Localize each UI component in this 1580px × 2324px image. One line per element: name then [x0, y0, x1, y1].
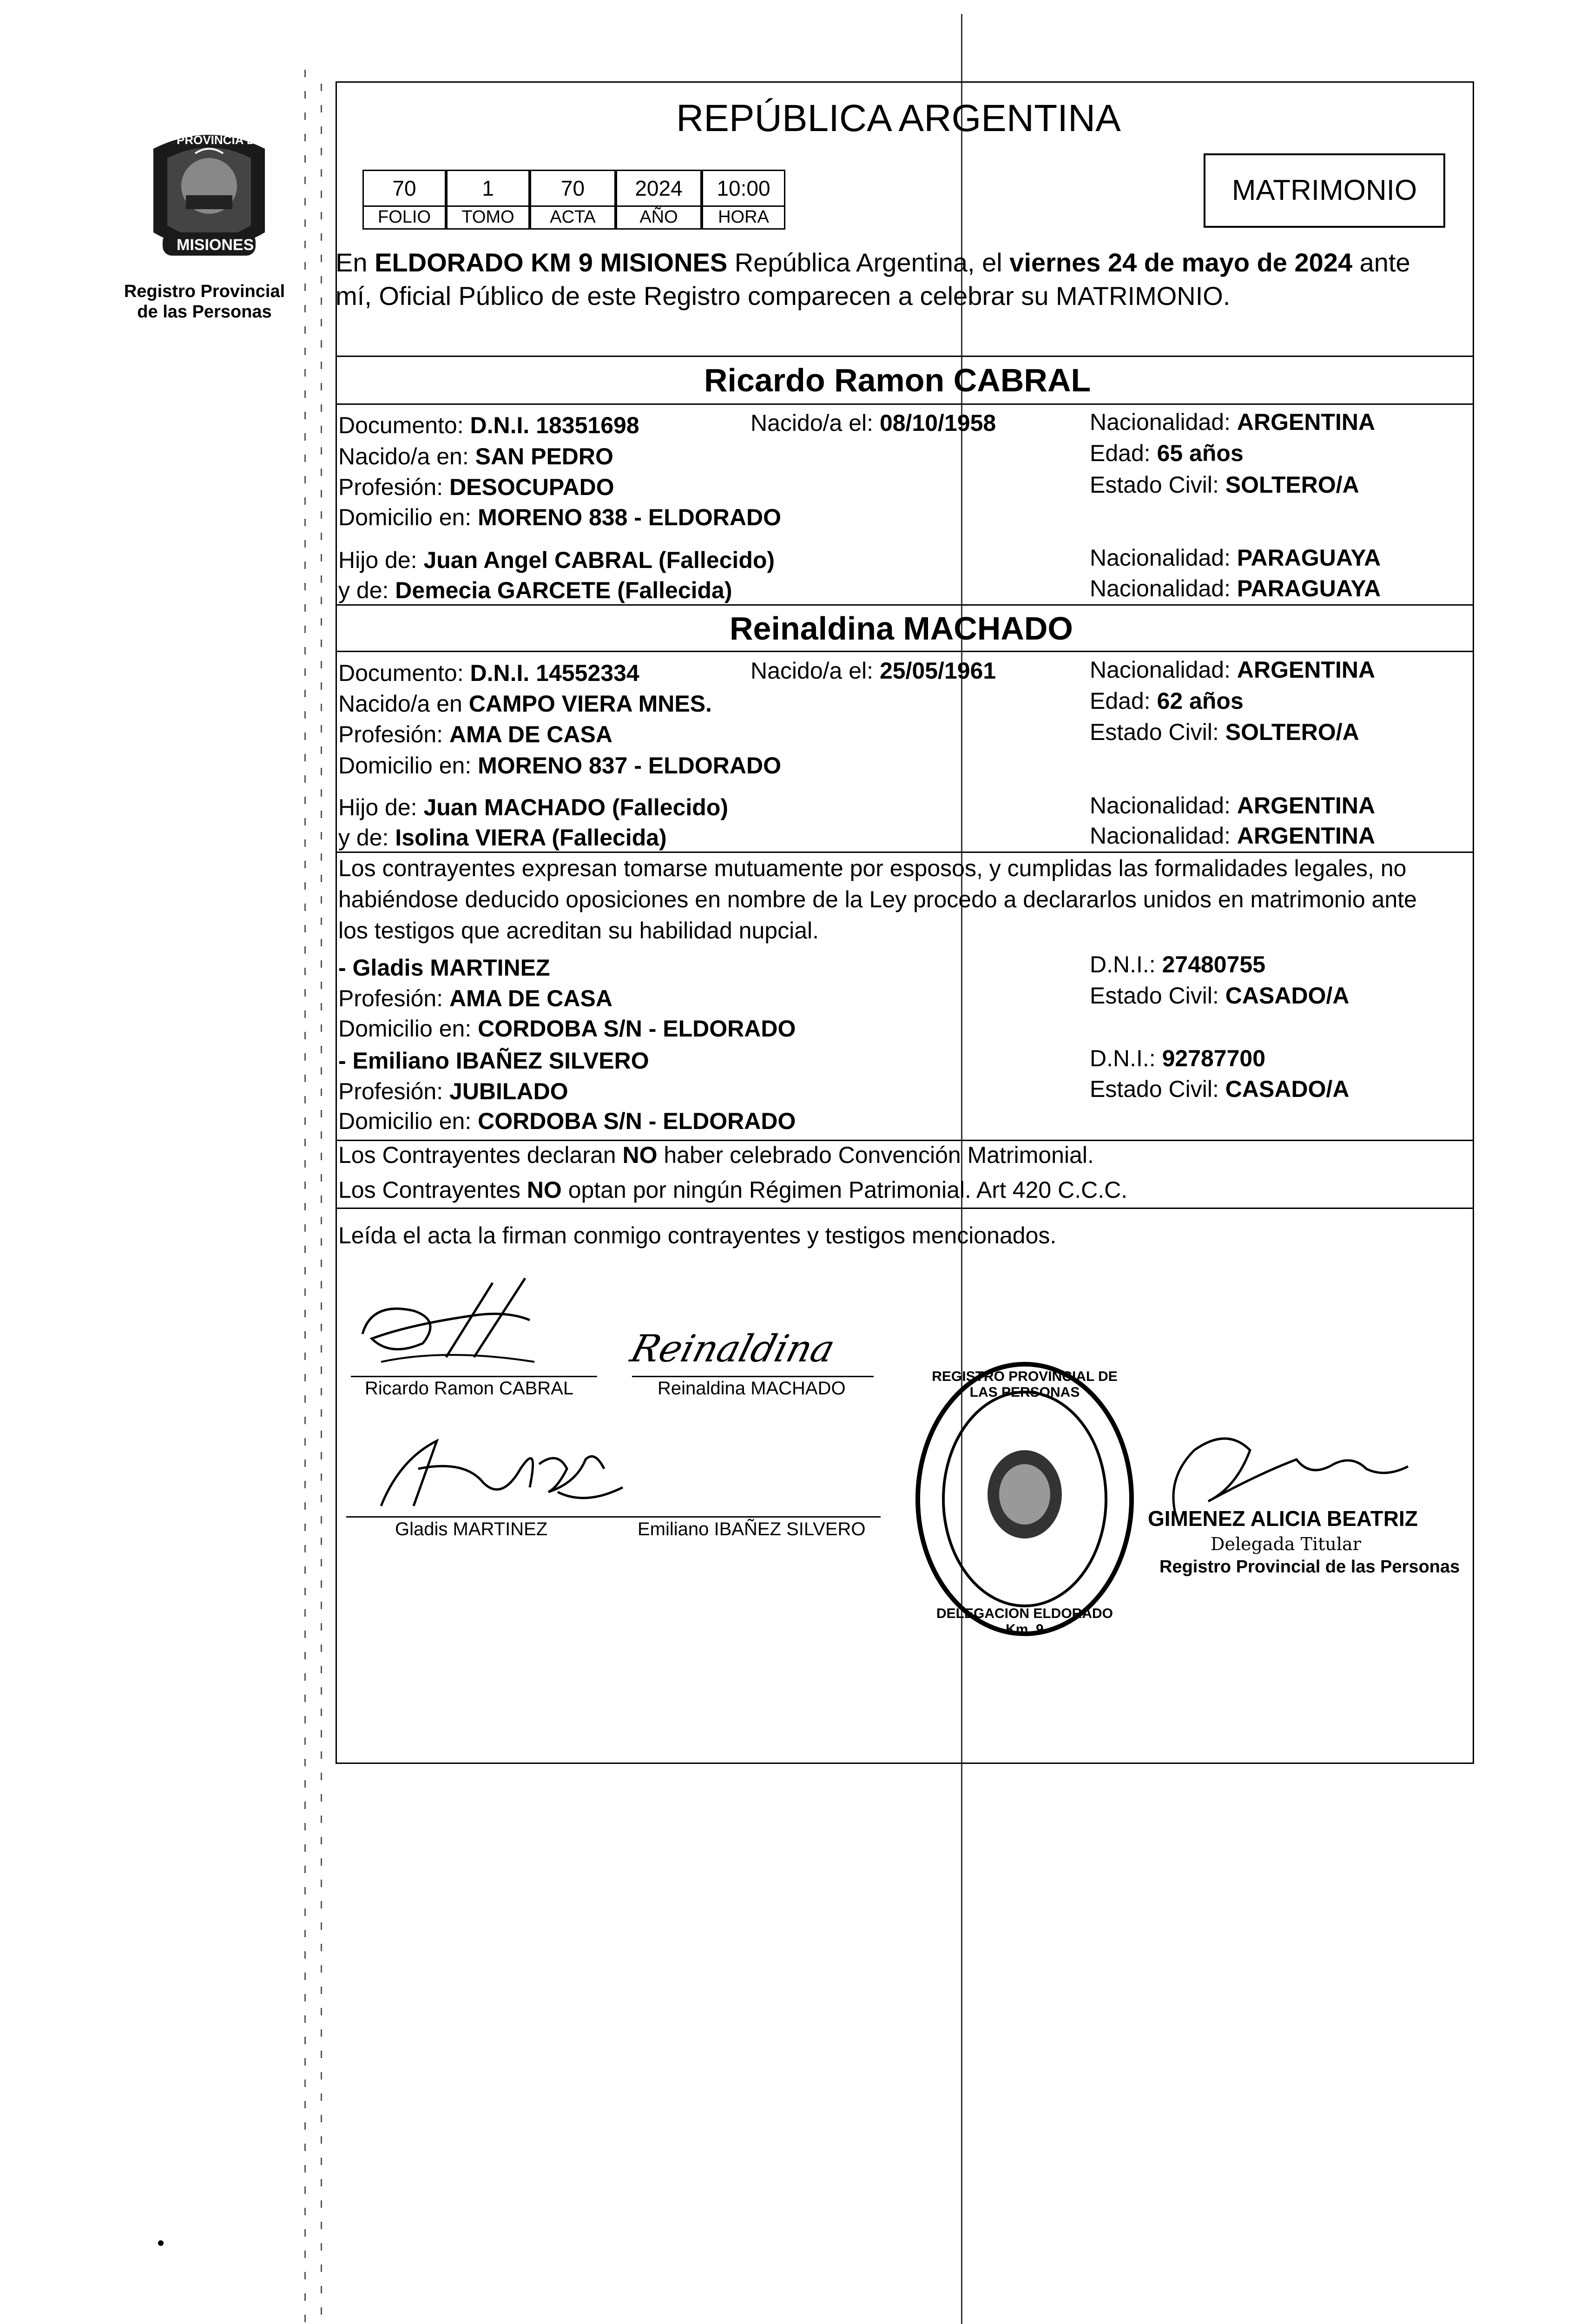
divider-1 — [336, 356, 1474, 357]
value: AMA DE CASA — [449, 721, 612, 747]
field-label-año: AÑO — [616, 205, 702, 230]
value: SOLTERO/A — [1225, 472, 1359, 498]
declaracion-line-2: habiéndose deducido oposiciones en nombre de la Ley procedo a declararlos unidos en matrimonio ante — [338, 886, 1417, 912]
label: Hijo de: — [338, 794, 424, 820]
convencion-line-1 — [338, 1141, 1094, 1169]
value: ARGENTINA — [1237, 657, 1376, 683]
c1-documento — [338, 411, 639, 439]
label: Estado Civil: — [1090, 1076, 1225, 1102]
label: Estado Civil: — [1090, 472, 1225, 498]
value: D.N.I. 14552334 — [470, 660, 639, 686]
label: Domicilio en: — [338, 504, 478, 530]
field-label-acta: ACTA — [530, 205, 616, 230]
c2-padre — [338, 793, 728, 821]
testigo2-dni — [1090, 1044, 1265, 1072]
value: CORDOBA S/N - ELDORADO — [478, 1108, 796, 1134]
value: SAN PEDRO — [475, 443, 613, 469]
label: Documento: — [338, 660, 470, 686]
field-label-folio: FOLIO — [362, 205, 446, 230]
c1-madre-nac — [1090, 574, 1381, 602]
testigo2-name: - Emiliano IBAÑEZ SILVERO — [338, 1048, 649, 1074]
label: D.N.I.: — [1090, 1045, 1162, 1071]
label: Edad: — [1090, 688, 1157, 714]
value: PARAGUAYA — [1237, 575, 1381, 601]
value: AMA DE CASA — [449, 985, 612, 1011]
label: Nacido/a en — [338, 691, 469, 717]
value: Juan MACHADO (Fallecido) — [423, 794, 729, 820]
type-box — [1204, 153, 1445, 228]
value: 65 años — [1157, 440, 1244, 466]
c2-domicilio — [338, 752, 781, 779]
speck — [158, 2240, 164, 2246]
stamp-text-bottom: DELEGACION ELDORADO Km. 9 — [936, 1606, 1113, 1637]
value: ARGENTINA — [1237, 792, 1376, 819]
value: PARAGUAYA — [1237, 545, 1381, 571]
intro-text-3: ante — [1352, 248, 1410, 277]
c1-padre-nac — [1090, 544, 1381, 572]
signature-caption-2: Reinaldina MACHADO — [658, 1378, 846, 1399]
stamp-text-top: REGISTRO PROVINCIAL DE LAS PERSONAS — [932, 1369, 1118, 1400]
margin-dash-2 — [321, 84, 322, 2324]
field-label-tomo: TOMO — [446, 205, 530, 230]
c2-estado — [1090, 718, 1359, 746]
label: Estado Civil: — [1090, 983, 1225, 1009]
testigo1-estado — [1090, 982, 1349, 1010]
label: Nacionalidad: — [1090, 657, 1237, 683]
signature-line-1 — [351, 1376, 597, 1377]
c1-nacionalidad — [1090, 408, 1375, 436]
field-label-hora: HORA — [702, 205, 785, 230]
document-title: REPÚBLICA ARGENTINA — [676, 97, 1121, 139]
convencion-line-2 — [338, 1176, 1127, 1204]
label: Documento: — [338, 412, 470, 438]
value: MORENO 838 - ELDORADO — [478, 504, 781, 530]
testigo2-estado — [1090, 1075, 1349, 1103]
value: 92787700 — [1162, 1045, 1266, 1071]
signature-line-2 — [632, 1376, 874, 1377]
c2-nacido-en — [338, 690, 712, 718]
type-box-label: MATRIMONIO — [1231, 174, 1417, 206]
c1-estado — [1090, 471, 1359, 499]
c2-profesion — [338, 720, 612, 748]
seal-text-bottom: MISIONES — [177, 236, 254, 254]
c1-nacido-el — [750, 409, 996, 437]
divider-2 — [336, 403, 1474, 405]
label: Nacido/a el: — [750, 658, 880, 684]
value: ARGENTINA — [1237, 823, 1376, 849]
contrayente2-name: Reinaldina MACHADO — [730, 610, 1073, 647]
testigo1-name: - Gladis MARTINEZ — [338, 955, 550, 981]
c1-madre — [338, 576, 732, 604]
signature-caption-1: Ricardo Ramon CABRAL — [365, 1378, 574, 1399]
label: Nacionalidad: — [1090, 575, 1237, 601]
c2-madre-nac — [1090, 822, 1375, 850]
c2-edad — [1090, 687, 1244, 715]
label: Nacionalidad: — [1090, 823, 1237, 849]
intro-line-2: mí, Oficial Público de este Registro comparecen a celebrar su MATRIMONIO. — [336, 281, 1231, 310]
signature-caption-4: Emiliano IBAÑEZ SILVERO — [638, 1519, 866, 1539]
label: Profesión: — [338, 474, 450, 500]
label: y de: — [338, 825, 395, 851]
label: D.N.I.: — [1090, 951, 1162, 977]
text: optan por ningún Régimen Patrimonial. Art 420 C.C.C. — [561, 1177, 1128, 1203]
no: NO — [527, 1177, 562, 1203]
text: Los Contrayentes declaran — [338, 1142, 623, 1168]
label: Nacido/a en: — [338, 443, 475, 469]
testigo2-domicilio — [338, 1107, 796, 1135]
c1-nacido-en — [338, 442, 613, 470]
label: Profesión: — [338, 721, 450, 747]
margin-dash-1 — [304, 70, 306, 2324]
testigo2-profesion — [338, 1077, 568, 1105]
label: Nacionalidad: — [1090, 545, 1237, 571]
value: Demecia GARCETE (Fallecida) — [395, 577, 732, 603]
divider-7 — [336, 1208, 1474, 1209]
intro-place: ELDORADO KM 9 MISIONES — [375, 248, 728, 277]
declaracion-line-3: los testigos que acreditan su habilidad nupcial. — [338, 918, 819, 944]
registry-name — [107, 281, 302, 322]
field-value-acta: 70 — [530, 170, 616, 207]
c2-nacido-el — [750, 657, 996, 685]
label: Hijo de: — [338, 547, 424, 573]
label: Nacionalidad: — [1090, 409, 1237, 435]
oficial-cargo: Delegada Titular — [1211, 1534, 1361, 1554]
label: Nacionalidad: — [1090, 792, 1237, 819]
value: 27480755 — [1162, 951, 1266, 977]
field-value-año: 2024 — [616, 170, 702, 207]
label: Profesión: — [338, 985, 450, 1011]
lectura-text: Leída el acta la firman conmigo contrayentes y testigos mencionados. — [338, 1222, 1057, 1248]
no: NO — [622, 1142, 658, 1168]
value: SOLTERO/A — [1225, 719, 1359, 745]
c2-padre-nac — [1090, 792, 1375, 819]
label: Estado Civil: — [1090, 719, 1225, 745]
field-value-tomo: 1 — [446, 170, 530, 207]
c2-nacionalidad — [1090, 656, 1375, 684]
label: Nacido/a el: — [750, 410, 880, 436]
testigo1-profesion — [338, 984, 612, 1012]
value: JUBILADO — [449, 1078, 568, 1104]
signature-gladis-icon — [362, 1413, 641, 1525]
text: Los Contrayentes — [338, 1177, 527, 1203]
intro-text-2: República Argentina, el — [727, 248, 1010, 277]
registry-logo — [125, 116, 293, 279]
c1-edad — [1090, 439, 1244, 467]
official-stamp — [908, 1355, 1141, 1643]
value: MORENO 837 - ELDORADO — [478, 753, 781, 779]
signature-caption-3: Gladis MARTINEZ — [395, 1519, 548, 1539]
c1-profesion — [338, 473, 614, 501]
c1-domicilio — [338, 503, 781, 531]
seal-text-top: PROVINCIA DE — [177, 133, 263, 147]
declaracion-line-1: Los contrayentes expresan tomarse mutuamente por esposos, y cumplidas las formalidades legales, no — [338, 855, 1407, 881]
label: Domicilio en: — [338, 1108, 478, 1134]
signature-reinaldina: Reinaldina — [626, 1327, 840, 1370]
value: Isolina VIERA (Fallecida) — [395, 825, 667, 851]
field-value-hora: 10:00 — [702, 170, 785, 207]
label: Edad: — [1090, 440, 1157, 466]
divider-3 — [336, 604, 1474, 606]
field-value-folio: 70 — [362, 170, 446, 207]
value: CORDOBA S/N - ELDORADO — [478, 1016, 796, 1042]
divider-4 — [336, 651, 1474, 652]
intro-date: viernes 24 de mayo de 2024 — [1009, 248, 1353, 277]
testigo1-dni — [1090, 951, 1265, 978]
divider-5 — [336, 852, 1474, 853]
signature-ricardo-icon — [353, 1269, 548, 1376]
value: DESOCUPADO — [449, 474, 614, 500]
value: D.N.I. 18351698 — [470, 412, 639, 438]
oficial-org: Registro Provincial de las Personas — [1159, 1557, 1460, 1577]
value: 62 años — [1157, 688, 1244, 714]
label: y de: — [338, 577, 395, 603]
label: Profesión: — [338, 1078, 450, 1104]
value: 08/10/1958 — [879, 410, 996, 436]
value: ARGENTINA — [1237, 409, 1376, 435]
label: Domicilio en: — [338, 753, 478, 779]
value: Juan Angel CABRAL (Fallecido) — [423, 547, 775, 573]
registry-name-line2: de las Personas — [137, 302, 272, 322]
value: 25/05/1961 — [879, 658, 996, 684]
signature-line-3 — [346, 1516, 881, 1518]
contrayente1-name: Ricardo Ramon CABRAL — [704, 362, 1091, 398]
c2-madre — [338, 824, 667, 852]
value: CASADO/A — [1225, 1076, 1350, 1102]
intro-text-1: En — [336, 248, 375, 277]
label: Domicilio en: — [338, 1016, 478, 1042]
value: CAMPO VIERA MNES. — [468, 691, 712, 717]
testigo1-domicilio — [338, 1015, 796, 1043]
intro-line-1 — [336, 247, 1410, 278]
value: CASADO/A — [1225, 983, 1350, 1009]
oficial-name: GIMENEZ ALICIA BEATRIZ — [1148, 1506, 1418, 1531]
text: haber celebrado Convención Matrimonial. — [657, 1142, 1094, 1168]
c1-padre — [338, 546, 775, 574]
registry-name-line1: Registro Provincial — [124, 282, 285, 301]
c2-documento — [338, 659, 639, 687]
